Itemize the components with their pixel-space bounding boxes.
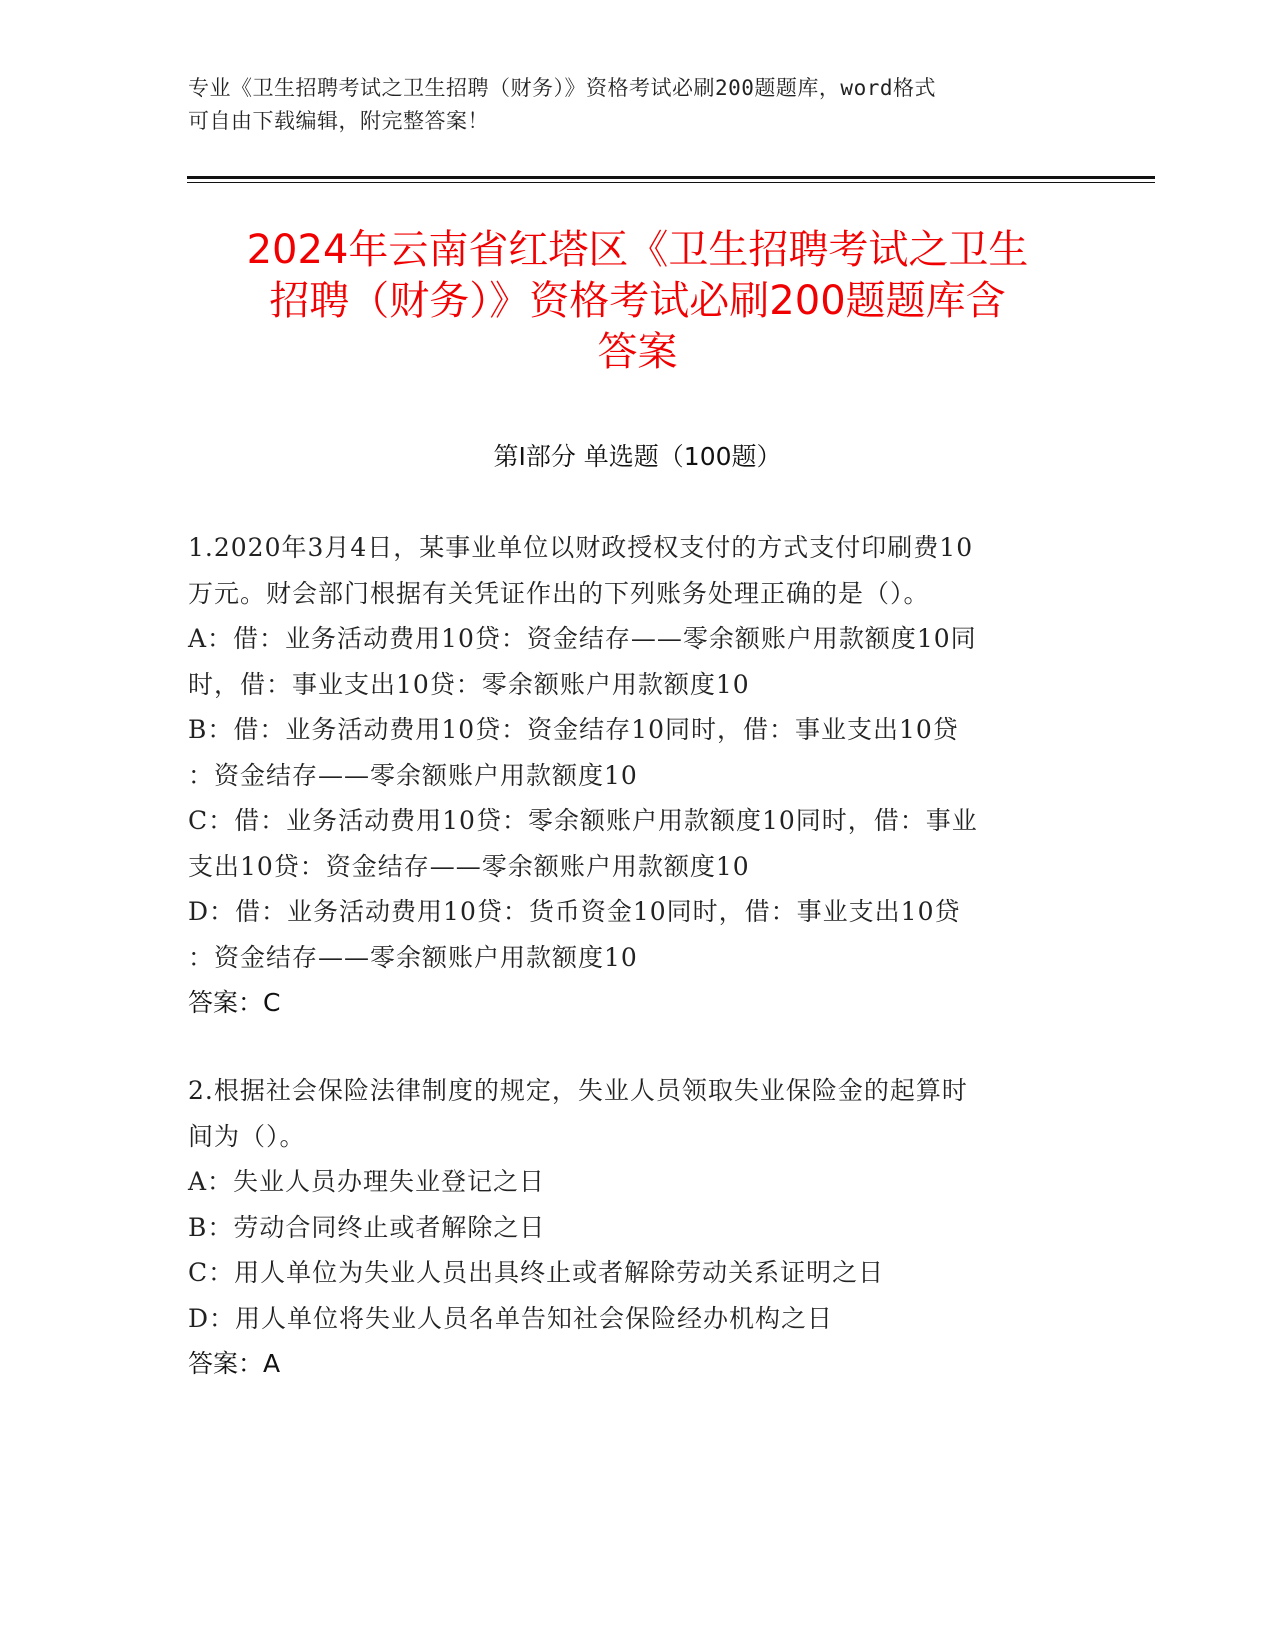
document-title-line-3: 答案 [597, 329, 678, 375]
option-a: A：失业人员办理失业登记之日 [188, 1167, 546, 1196]
question-stem-line: 2.根据社会保险法律制度的规定，失业人员领取失业保险金的起算时 [188, 1076, 968, 1105]
section-title: 第Ⅰ部分 单选题（100题） [493, 442, 782, 471]
option-b: B：劳动合同终止或者解除之日 [188, 1212, 546, 1242]
option-c: C：用人单位为失业人员出具终止或者解除劳动关系证明之日 [188, 1258, 885, 1287]
option-b-continued: ：资金结存——零余额账户用款额度10 [188, 760, 638, 790]
question-stem-line: 1.2020年3月4日，某事业单位以财政授权支付的方式支付印刷费10 [188, 533, 974, 562]
header-divider-thick [187, 176, 1155, 179]
header-note-line-2: 可自由下载编辑，附完整答案！ [188, 109, 489, 133]
question-2 [188, 1068, 1088, 1387]
question-1 [188, 525, 1088, 1026]
document-title [150, 225, 1125, 378]
answer-label: 答案：A [188, 1349, 281, 1378]
option-a: A：借：业务活动费用10贷：资金结存——零余额账户用款额度10同 [188, 624, 977, 653]
answer-label: 答案：C [188, 988, 281, 1017]
option-d-continued: ：资金结存——零余额账户用款额度10 [188, 942, 638, 972]
header-divider-thin [187, 182, 1155, 183]
option-b: B：借：业务活动费用10贷：资金结存10同时，借：事业支出10贷 [188, 715, 959, 744]
option-d: D：借：业务活动费用10贷：货币资金10同时，借：事业支出10贷 [188, 897, 961, 926]
option-c: C：借：业务活动费用10贷：零余额账户用款额度10同时，借：事业 [188, 806, 978, 835]
document-title-line-1: 2024年云南省红塔区《卫生招聘考试之卫生 [246, 227, 1029, 273]
option-a-continued: 时，借：事业支出10贷：零余额账户用款额度10 [188, 669, 750, 699]
question-stem-line: 间为（）。 [188, 1121, 306, 1151]
document-title-line-2: 招聘（财务）》资格考试必刷200题题库含 [269, 278, 1006, 324]
header-note-line-1: 专业《卫生招聘考试之卫生招聘（财务）》资格考试必刷200题题库，word格式 [188, 76, 936, 100]
option-c-continued: 支出10贷：资金结存——零余额账户用款额度10 [188, 851, 750, 881]
header-note [188, 72, 1088, 138]
question-stem-line: 万元。财会部门根据有关凭证作出的下列账务处理正确的是（）。 [188, 578, 930, 608]
option-d: D：用人单位将失业人员名单告知社会保险经办机构之日 [188, 1303, 834, 1333]
